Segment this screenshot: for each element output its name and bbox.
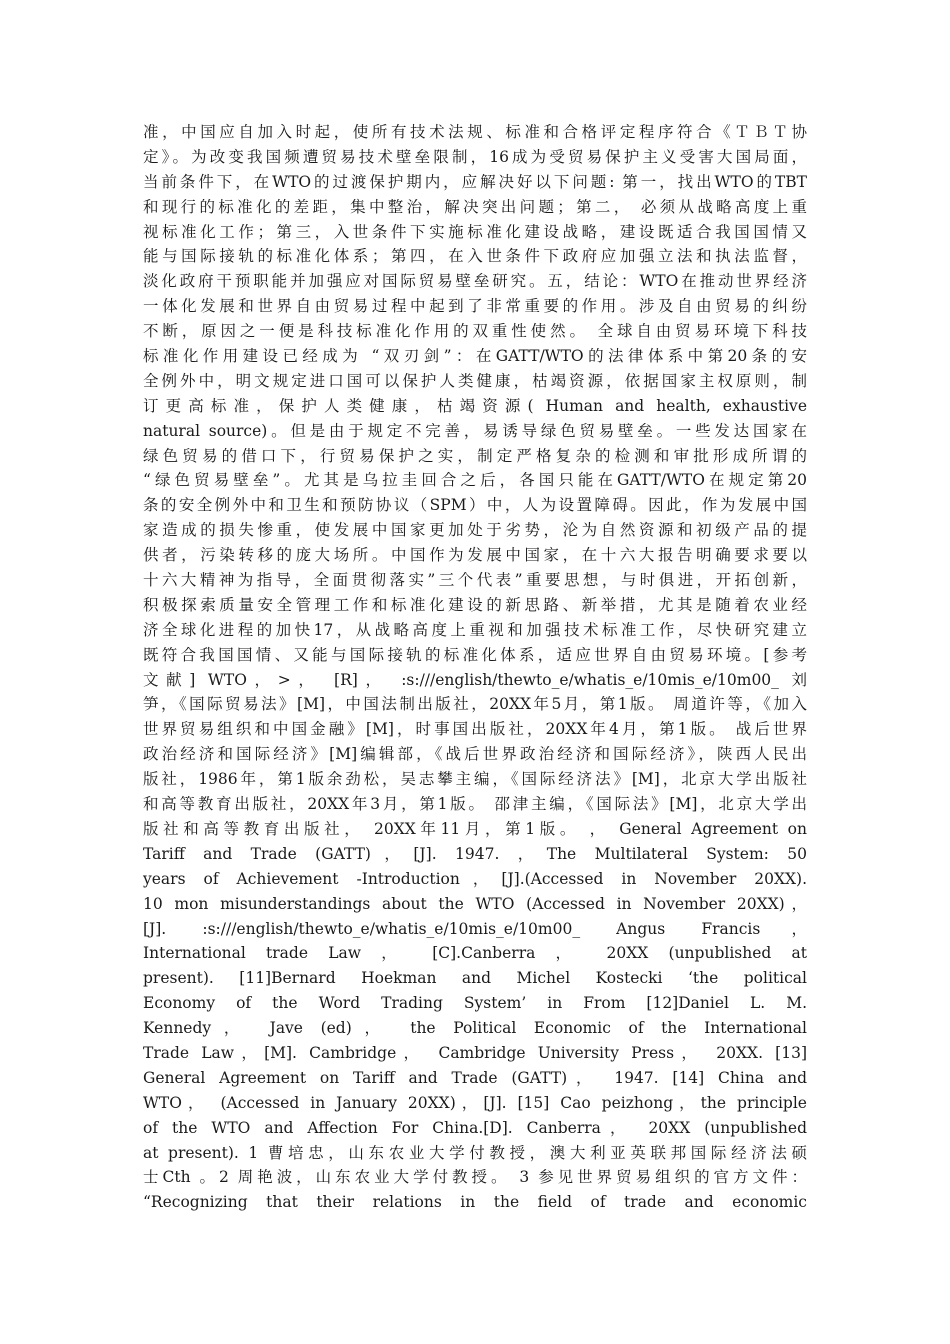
text-line: “绿色贸易壁垒”。尤其是乌拉圭回合之后，各国只能在GATT/WTO在规定第20 xyxy=(143,471,807,490)
text-line: 家造成的损失惨重，使发展中国家更加处于劣势，沦为自然资源和初级产品的提 xyxy=(143,521,807,540)
text-line: 准，中国应自加入时起，使所有技术法规、标准和合格评定程序符合《ＴＢＴ协 xyxy=(143,123,807,141)
text-line: 士Cth 。2 周艳波，山东农业大学付教授。 3 参见世界贸易组织的官方文件： xyxy=(143,1168,807,1187)
text-line: present). [11]Bernard Hoekman and Michel Kostecki ‘the political xyxy=(143,969,807,988)
text-line: Tariff and Trade (GATT)，[J]. 1947. ，The Multilateral System: 50 xyxy=(143,844,807,863)
text-line: 10 mon misunderstandings about the WTO (Accessed in November 20XX)， xyxy=(143,894,807,913)
text-line: [J]. :s:///english/thewto_e/whatis_e/10mis_e/10m00_ Angus Francis， xyxy=(143,919,807,938)
text-line: 文献] WTO，>， [R]， :s:///english/thewto_e/whatis_e/10mis_e/10m00_ 刘 xyxy=(143,670,807,689)
text-line: 积极探索质量安全管理工作和标准化建设的新思路、新举措，尤其是随着农业经 xyxy=(143,595,807,614)
text-line: of the WTO and Affection For China.[D]. Canberra， 20XX (unpublished xyxy=(143,1118,807,1137)
text-line: 一体化发展和世界自由贸易过程中起到了非常重要的作用。涉及自由贸易的纠纷 xyxy=(143,297,807,316)
text-line: 世界贸易组织和中国金融》[M]，时事国出版社，20XX年4月，第1版。 战后世界 xyxy=(143,720,807,739)
text-line: 不断，原因之一便是科技标准化作用的双重性使然。 全球自由贸易环境下科技 xyxy=(143,322,807,341)
text-line: General Agreement on Tariff and Trade (GATT)， 1947. [14] China and xyxy=(143,1068,807,1087)
text-line: 定》。为改变我国频遭贸易技术壁垒限制，16成为受贸易保护主义受害大国局面， xyxy=(143,147,807,166)
text-line: 标准化作用建设已经成为 “双刃剑”：在GATT/WTO的法律体系中第20条的安 xyxy=(143,347,807,366)
text-line: 和现行的标准化的差距，集中整治，解决突出问题；第二， 必须从战略高度上重 xyxy=(143,197,807,216)
text-line: 订更高标准，保护人类健康，枯竭资源( Human and health, exhaustive xyxy=(143,396,807,415)
text-line: years of Achievement -Introduction，[J].(Accessed in November 20XX). xyxy=(143,869,807,888)
text-line: Trade Law，[M]. Cambridge， Cambridge University Press， 20XX. [13] xyxy=(143,1043,807,1062)
text-line: at present). 1 曹培忠，山东农业大学付教授，澳大利亚英联邦国际经济法硕 xyxy=(143,1143,807,1162)
text-line: 版社，1986年，第1版余劲松，吴志攀主编，《国际经济法》[M]，北京大学出版社 xyxy=(143,770,807,789)
text-line: 绿色贸易的借口下，行贸易保护之实，制定严格复杂的检测和审批形成所谓的 xyxy=(143,446,807,465)
text-line: 济全球化进程的加快17，从战略高度上重视和加强技术标准工作，尽快研究建立 xyxy=(143,620,807,639)
text-line: 十六大精神为指导，全面贯彻落实”三个代表”重要思想，与时俱进，开拓创新， xyxy=(143,571,807,590)
text-line: 和高等教育出版社，20XX年3月，第1版。 邵津主编，《国际法》[M]，北京大学出 xyxy=(143,795,807,814)
text-line: 当前条件下，在WTO的过渡保护期内，应解决好以下问题: 第一，找出WTO的TBT xyxy=(143,172,807,191)
text-line: 版社和高等教育出版社， 20XX年11月，第1版。 ， General Agreement on xyxy=(143,819,807,838)
text-line: 政治经济和国际经济》[M]编辑部，《战后世界政治经济和国际经济》，陕西人民出 xyxy=(143,745,807,764)
text-line: Economy of the Word Trading System’ in From [12]Daniel L. M. xyxy=(143,994,807,1013)
text-line: “Recognizing that their relations in the field of trade and economic xyxy=(143,1193,807,1212)
text-line: 笋，《国际贸易法》[M]，中国法制出版社，20XX年5月，第1版。 周道许等，《加入 xyxy=(143,695,807,714)
text-line: 淡化政府干预职能并加强应对国际贸易壁垒研究。五，结论：WTO在推动世界经济 xyxy=(143,272,807,291)
text-line: Kennedy， Jave (ed)， the Political Economic of the International xyxy=(143,1019,807,1038)
text-line: 条的安全例外中和卫生和预防协议（SPM）中，人为设置障碍。因此，作为发展中国 xyxy=(143,496,807,515)
body-text xyxy=(143,120,807,1215)
text-line: natural source)。但是由于规定不完善，易诱导绿色贸易壁垒。一些发达国家在 xyxy=(143,421,807,440)
text-line: 既符合我国国情、又能与国际接轨的标准化体系，适应世界自由贸易环境。[参考 xyxy=(143,645,807,664)
text-line: 能与国际接轨的标准化体系；第四，在入世条件下政府应加强立法和执法监督， xyxy=(143,247,807,266)
text-line: 全例外中，明文规定进口国可以保护人类健康，枯竭资源，依据国家主权原则，制 xyxy=(143,371,807,390)
text-line: 供者，污染转移的庞大场所。中国作为发展中国家，在十六大报告明确要求要以 xyxy=(143,546,807,565)
text-line: WTO， (Accessed in January 20XX)，[J]. [15] Cao peizhong，the principle xyxy=(143,1093,807,1112)
text-line: International trade Law ， [C].Canberra ， 20XX (unpublished at xyxy=(143,944,807,963)
text-line: 视标准化工作；第三，入世条件下实施标准化建设战略，建设既适合我国国情又 xyxy=(143,222,807,241)
